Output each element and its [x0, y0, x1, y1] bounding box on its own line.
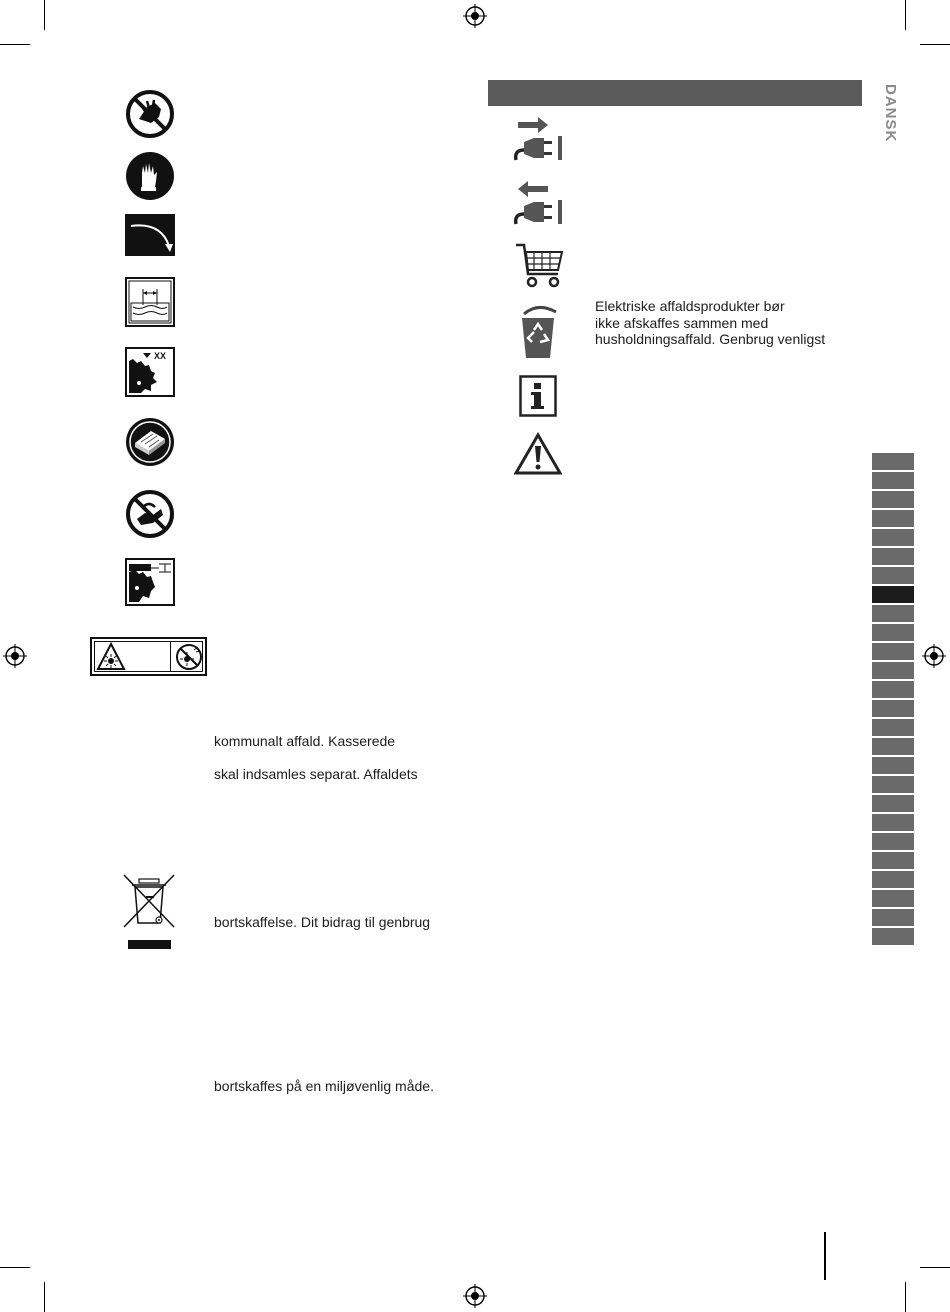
language-tab [872, 795, 914, 812]
weee-text-line: bortskaffes på en miljøvenlig måde. [214, 1078, 434, 1094]
crop-mark [905, 1282, 906, 1312]
crop-mark [44, 0, 45, 30]
registration-mark-icon [3, 644, 27, 668]
rotation-direction-icon [125, 214, 175, 256]
recycle-text-line: Elektriske affaldsprodukter bør [595, 298, 785, 314]
weee-text-line: skal indsamles separat. Affaldets [214, 766, 418, 782]
language-tab [872, 662, 914, 679]
language-tab-active [872, 586, 914, 603]
language-tab-index [872, 453, 914, 947]
weee-text-line: bortskaffelse. Dit bidrag til genbrug [214, 914, 431, 930]
crop-mark [0, 1267, 30, 1268]
crop-mark [905, 0, 906, 30]
language-tab [872, 909, 914, 926]
language-tab [872, 548, 914, 565]
recycle-text-line: husholdningsaffald. Genbrug venligst [595, 331, 826, 347]
language-tab [872, 700, 914, 717]
page-number-rule [824, 1232, 826, 1280]
crop-mark [44, 1282, 45, 1312]
crossed-out-bin-icon [120, 873, 178, 953]
crop-mark [920, 44, 950, 45]
no-hand-near-blade-icon [125, 89, 175, 139]
shopping-cart-icon [514, 242, 564, 290]
information-icon [519, 375, 557, 417]
language-tab [872, 738, 914, 755]
wood-material-icon [125, 417, 175, 467]
no-laser-look-icon [174, 642, 204, 672]
registration-mark-icon [463, 1284, 487, 1308]
language-label: DANSK [882, 84, 899, 143]
warning-triangle-icon [514, 432, 562, 476]
language-tab [872, 491, 914, 508]
laser-label-box [90, 637, 207, 676]
saw-blade-size-icon [125, 347, 175, 397]
blade-depth-icon [125, 558, 175, 606]
language-tab [872, 624, 914, 641]
language-tab [872, 453, 914, 470]
registration-mark-icon [922, 644, 946, 668]
wear-gloves-icon [125, 151, 175, 201]
crop-mark [0, 44, 30, 45]
language-tab [872, 510, 914, 527]
no-bending-icon [125, 489, 175, 539]
weee-text-line: kommunalt affald. Kasserede [214, 733, 396, 749]
language-tab [872, 681, 914, 698]
cutting-width-icon [125, 277, 175, 327]
language-tab [872, 567, 914, 584]
plug-in-icon [512, 116, 564, 166]
language-tab [872, 529, 914, 546]
language-tab [872, 928, 914, 945]
svg-text:XX: XX [154, 351, 167, 361]
recycle-text-line: ikke afskaffes sammen med [595, 315, 769, 331]
crop-mark [920, 1267, 950, 1268]
unplug-icon [512, 180, 564, 230]
language-tab [872, 605, 914, 622]
recycle-bin-icon [516, 304, 560, 360]
laser-warning-icon [96, 642, 126, 671]
language-tab [872, 890, 914, 907]
language-tab [872, 472, 914, 489]
language-tab [872, 776, 914, 793]
language-tab [872, 757, 914, 774]
language-tab [872, 814, 914, 831]
language-tab [872, 871, 914, 888]
language-tab [872, 852, 914, 869]
language-tab [872, 719, 914, 736]
language-tab [872, 833, 914, 850]
registration-mark-icon [463, 4, 487, 28]
language-tab [872, 643, 914, 660]
section-header-bar [488, 80, 862, 106]
laser-label-divider [170, 641, 171, 672]
